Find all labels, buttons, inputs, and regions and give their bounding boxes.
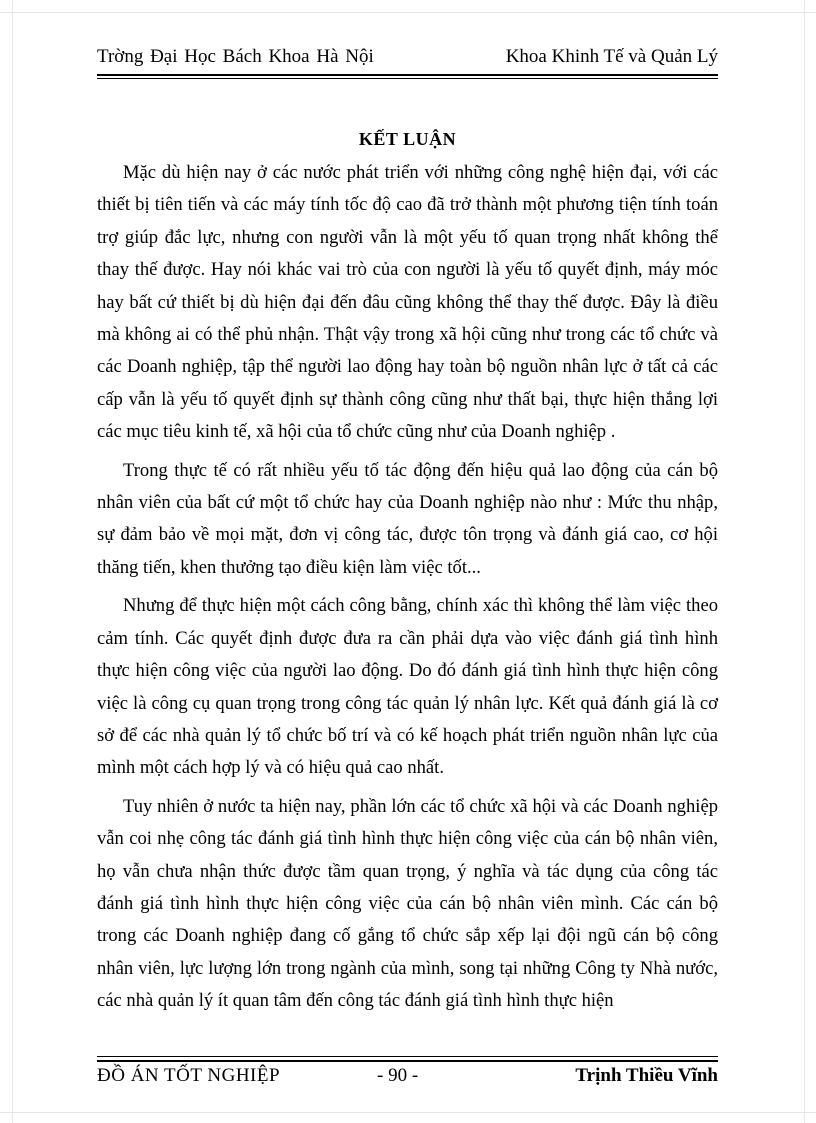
paragraph-3: Nhưng để thực hiện một cách công bằng, chính xác thì không thể làm việc theo cảm tính. Các quyết định được đưa ra cần phải dựa vào việc đánh giá tình hình thực hiện công việc của người lao động. Do đó đánh giá tình hình thực hiện công việc là công cụ quan trọng trong công tác quản lý nhân lực. Kết quả đánh giá là cơ sở để các nhà quản lý tổ chức bố trí và có kế hoạch phát triển nguồn nhân lực của mình một cách hợp lý và có hiệu quả cao nhất. (97, 595, 718, 779)
paragraph-4: Tuy nhiên ở nước ta hiện nay, phần lớn các tổ chức xã hội và các Doanh nghiệp vẫn coi nhẹ công tác đánh giá tình hình thực hiện công việc của cán bộ nhân viên, họ vẫn chưa nhận thức được tầm quan trọng, ý nghĩa và tác dụng của công tác đánh giá tình hình thực hiện công việc của cán bộ nhân viên mình. Các cán bộ trong các Doanh nghiệp đang cố gắng tổ chức sắp xếp lại đội ngũ cán bộ công nhân viên, lực lượng lớn trong ngành của mình, song tại những Công ty Nhà nước, các nhà quản lý ít quan tâm đến công tác đánh giá tình hình thực hiện (97, 795, 718, 1012)
header-rule-thick (97, 74, 718, 76)
page-border-bottom (0, 1112, 816, 1113)
footer-thesis-label: ĐỒ ÁN TỐT NGHIỆP (97, 1065, 281, 1086)
header-rule-thin (97, 78, 718, 79)
page-border-right (804, 0, 805, 1123)
footer-rule-thick (97, 1060, 718, 1062)
section-title: KẾT LUẬN (358, 129, 457, 149)
page-header (97, 44, 718, 74)
paragraph-2: Trong thực tế có rất nhiều yếu tố tác động đến hiệu quả lao động của cán bộ nhân viên của bất cứ một tổ chức hay của Doanh nghiệp nào như : Mức thu nhập, sự đảm bảo về mọi mặt, đơn vị công tác, được tôn trọng và đánh giá cao, cơ hội thăng tiến, khen thưởng tạo điều kiện làm việc tốt... (97, 459, 718, 578)
document-body (97, 157, 718, 1024)
page-border-left (12, 0, 13, 1123)
page-border-top (0, 12, 816, 13)
page-footer (97, 1056, 718, 1086)
footer-author: Trịnh Thiều Vĩnh (575, 1065, 718, 1086)
paragraph-1: Mặc dù hiện nay ở các nước phát triển với những công nghệ hiện đại, với các thiết bị tiên tiến và các máy tính tốc độ cao đã trở thành một phương tiện tính toán trợ giúp đắc lực, nhưng con người vẫn là một yếu tố quan trọng nhất không thể thay thế được. Hay nói khác vai trò của con người là yếu tố quyết định, máy móc hay bất cứ thiết bị dù hiện đại đến đâu cũng không thể thay thế được. Đây là điều mà không ai có thể phủ nhận. Thật vậy trong xã hội cũng như trong các tổ chức và các Doanh nghiệp, tập thể người lao động hay toàn bộ nguồn nhân lực ở tất cả các cấp vẫn là yếu tố quyết định sự thành công cũng như thất bại, thực hiện thắng lợi các mục tiêu kinh tế, xã hội của tổ chức cũng như của Doanh nghiệp . (97, 162, 718, 443)
page-number: - 90 - (377, 1065, 419, 1086)
header-faculty: Khoa Khinh Tế và Quản Lý (505, 46, 718, 67)
header-university: Trờng Đại Học Bách Khoa Hà Nội (97, 46, 374, 67)
footer-rule-thin (97, 1056, 718, 1057)
